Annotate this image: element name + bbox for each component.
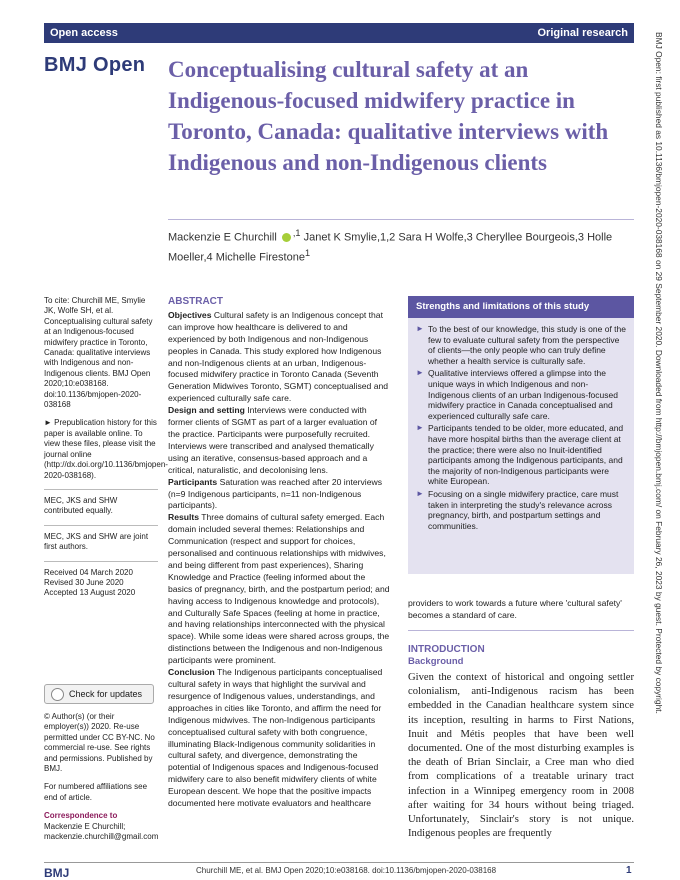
journal-logo: BMJ Open <box>44 54 146 76</box>
strengths-header <box>408 296 634 318</box>
copyright-sidebar <box>44 712 159 842</box>
design-label: Design and setting <box>168 405 245 416</box>
abstract-heading: ABSTRACT <box>168 296 223 307</box>
sidebar-divider <box>44 561 158 562</box>
list-item: ► Participants tended to be older, more educated, and have more hospital births than the average client at the practice; there were also no Inuit-identified participants among the Indigenous participants, and the majority of non-Indigenous participants were white European. <box>416 423 624 487</box>
sidebar-divider <box>44 489 158 490</box>
title-divider <box>168 219 634 220</box>
bullet-arrow-icon: ► <box>416 324 424 333</box>
page-number: 1 <box>626 865 632 876</box>
list-item: ► Qualitative interviews offered a glimpse into the unique ways in which Indigenous and non-Indigenous clients of an urban Indigenous-focused midwifery practice in Canada conceptualised and experienced culturally safe care. <box>416 368 618 421</box>
list-item: ► To the best of our knowledge, this study is one of the few to evaluate cultural safety from the perspective of clients—the only people who can truly define whether a health service is culturally safe. <box>416 324 626 366</box>
footer-citation: Churchill ME, et al. BMJ Open 2020;10:e038168. doi:10.1136/bmjopen-2020-038168 <box>196 866 497 875</box>
abstract-objectives: Objectives Cultural safety is an Indigenous concept that can improve how healthcare is delivered to and experienced by both Indigenous and non-Indigenous peoples in Canada. This study explored how Indigenous and non-Indigenous clients at an urban, Indigenous-focused midwifery practice in Toronto Canada (Seventh Generation Midwives Toronto, SGMT) conceptualised and experienced culturally safe care. <box>168 309 389 404</box>
affiliations-note: For numbered affiliations see end of article. <box>44 782 148 802</box>
last-author-affil: 1 <box>304 247 311 258</box>
sidebar-divider <box>44 525 158 526</box>
first-author-affil: ,1 <box>292 228 301 238</box>
abstract-participants: Participants Saturation was reached after 20 interviews (n=9 Indigenous participants, n=11 non-Indigenous participants). <box>168 476 383 511</box>
strengths-list <box>416 324 628 533</box>
results-label: Results <box>168 512 200 523</box>
abstract <box>168 296 390 810</box>
revised-date: Revised 30 June 2020 <box>44 577 124 587</box>
introduction-heading: INTRODUCTION <box>408 644 485 655</box>
joint-note: MEC, JKS and SHW are joint first authors. <box>44 531 149 552</box>
bullet-arrow-icon: ► <box>416 423 424 433</box>
article-info-sidebar <box>44 296 168 599</box>
contrib-note: MEC, JKS and SHW contributed equally. <box>44 495 118 516</box>
article-title: Conceptualising cultural safety at an Indigenous-focused midwifery practice in Toronto, Canada: qualitative interviews with Indigenous and non-Indigenous clients <box>168 57 609 175</box>
background-subheading: Background <box>408 656 464 667</box>
download-watermark-strip <box>648 32 678 864</box>
strengths-heading: Strengths and limitations of this study <box>416 301 590 312</box>
correspondence-email[interactable]: mackenzie.churchill@gmail.com <box>44 832 159 842</box>
abstract-conclusion: Conclusion The Indigenous participants conceptualised cultural safety in ways that highlight the survival and resurgence of Indigenous values, understandings, and approaches in cities like Toronto, and affirm the need for Indigenous midwives. The non-Indigenous participants conceptualised cultural safety with both congruence, illuminating Black-Indigenous community solidarities in cultural safety, and divergence, demonstrating the potential of Indigenous spaces and Indigenous-focused midwifery care to also benefit midwifery clients of white European descent. We hope that the positive impacts documented here motivate evaluators and healthcare <box>168 667 383 809</box>
footer-divider <box>44 862 634 863</box>
prepub-note[interactable]: ► Prepublication history for this paper is available online. To view these files, please visit the journal online (http://dx.doi.org/10.1136/bmjopen-2020-038168). <box>44 418 168 480</box>
abstract-design: Design and setting Interviews were conducted with former clients of SGMT as part of a larger evaluation of the practice. Participants were purposefully recruited. Interviews were transcribed and analysed thematically using an iterative, consensus-based approach and a critical, naturalistic, and decolonising lens. <box>168 405 378 475</box>
check-updates-label: Check for updates <box>69 689 143 699</box>
update-icon <box>51 688 64 701</box>
conclusion-label: Conclusion <box>168 667 215 678</box>
other-authors: Janet K Smylie,1,2 Sara H Wolfe,3 Cheryllee Bourgeois,3 Holle Moeller,4 Michelle Firestone <box>168 231 613 264</box>
download-notice: BMJ Open: first published as 10.1136/bmjopen-2020-038168 on 29 September 2020. Downloaded from http://bmjopen.bmj.com/ on February 26, 2023 by guest. Protected by copyright. <box>654 32 664 714</box>
received-date: Received 04 March 2020 <box>44 567 133 577</box>
accepted-date: Accepted 13 August 2020 <box>44 588 136 598</box>
abstract-continuation: providers to work towards a future where 'cultural safety' becomes a standard of care. <box>408 598 622 620</box>
objectives-label: Objectives <box>168 309 212 320</box>
correspondence-name: Mackenzie E Churchill; <box>44 821 126 831</box>
correspondence-heading: Correspondence to <box>44 811 118 821</box>
strengths-box <box>408 296 634 574</box>
open-access-label: Open access <box>50 27 118 39</box>
article-type-label: Original research <box>537 27 628 39</box>
abstract-results: Results Three domains of cultural safety emerged. Each domain included several themes: Relationships and Communication (respect and support for choices, personalised and continuous relationships with midwives, and being different from past experiences), Sharing Knowledge and Practice (feeling informed about the basics of pregnancy, birth, and the postpartum period; and having access to Indigenous knowledge and protocols), and Culturally Safe Spaces (feeling at home in practice, and having relationships interconnected with the physical space). While some ideas were shared across groups, the distinctions between the Indigenous and non-Indigenous participants were prominent. <box>168 512 390 666</box>
check-for-updates-button[interactable] <box>44 684 154 704</box>
introduction-body: Given the context of historical and ongoing settler colonialism, anti-Indigenous racism has been embedded in the Canadian healthcare system since its inception, resulting in harms to First Nations, Inuit and Métis peoples that have been well documented. One of the most disturbing examples is the death of Brian Sinclair, a Cree man who died from complications of a treatable urinary tract infection in a Winnipeg emergency room in 2008 after waiting for 34 hours without being triaged. Unfortunately, Sinclair's story is not unique. Indigenous peoples are frequently <box>408 672 634 840</box>
copyright-note: © Author(s) (or their employer(s)) 2020. Re-use permitted under CC BY-NC. No commercial re-use. See rights and permissions. Published by BMJ. <box>44 712 155 774</box>
author-list <box>168 226 638 265</box>
bullet-arrow-icon: ► <box>416 368 424 378</box>
participants-label: Participants <box>168 476 218 487</box>
cite-info: To cite: Churchill ME, Smylie JK, Wolfe SH, et al. Conceptualising cultural safety at an Indigenous-focused midwifery practice in Toronto, Canada: qualitative interviews with Indigenous and non-Indigenous clients. BMJ Open 2020;10:e038168. doi:10.1136/bmjopen-2020-038168 <box>44 296 153 410</box>
orcid-icon[interactable] <box>282 233 291 242</box>
list-item: ► Focusing on a single midwifery practice, care must taken in interpreting the study's relevance across pregnancy, birth, and postpartum settings and communities. <box>416 488 619 531</box>
intro-divider <box>408 630 634 631</box>
first-author: Mackenzie E Churchill <box>168 231 277 244</box>
publisher-logo: BMJ <box>44 866 70 880</box>
bullet-arrow-icon: ► <box>416 488 424 498</box>
top-banner <box>44 23 634 43</box>
